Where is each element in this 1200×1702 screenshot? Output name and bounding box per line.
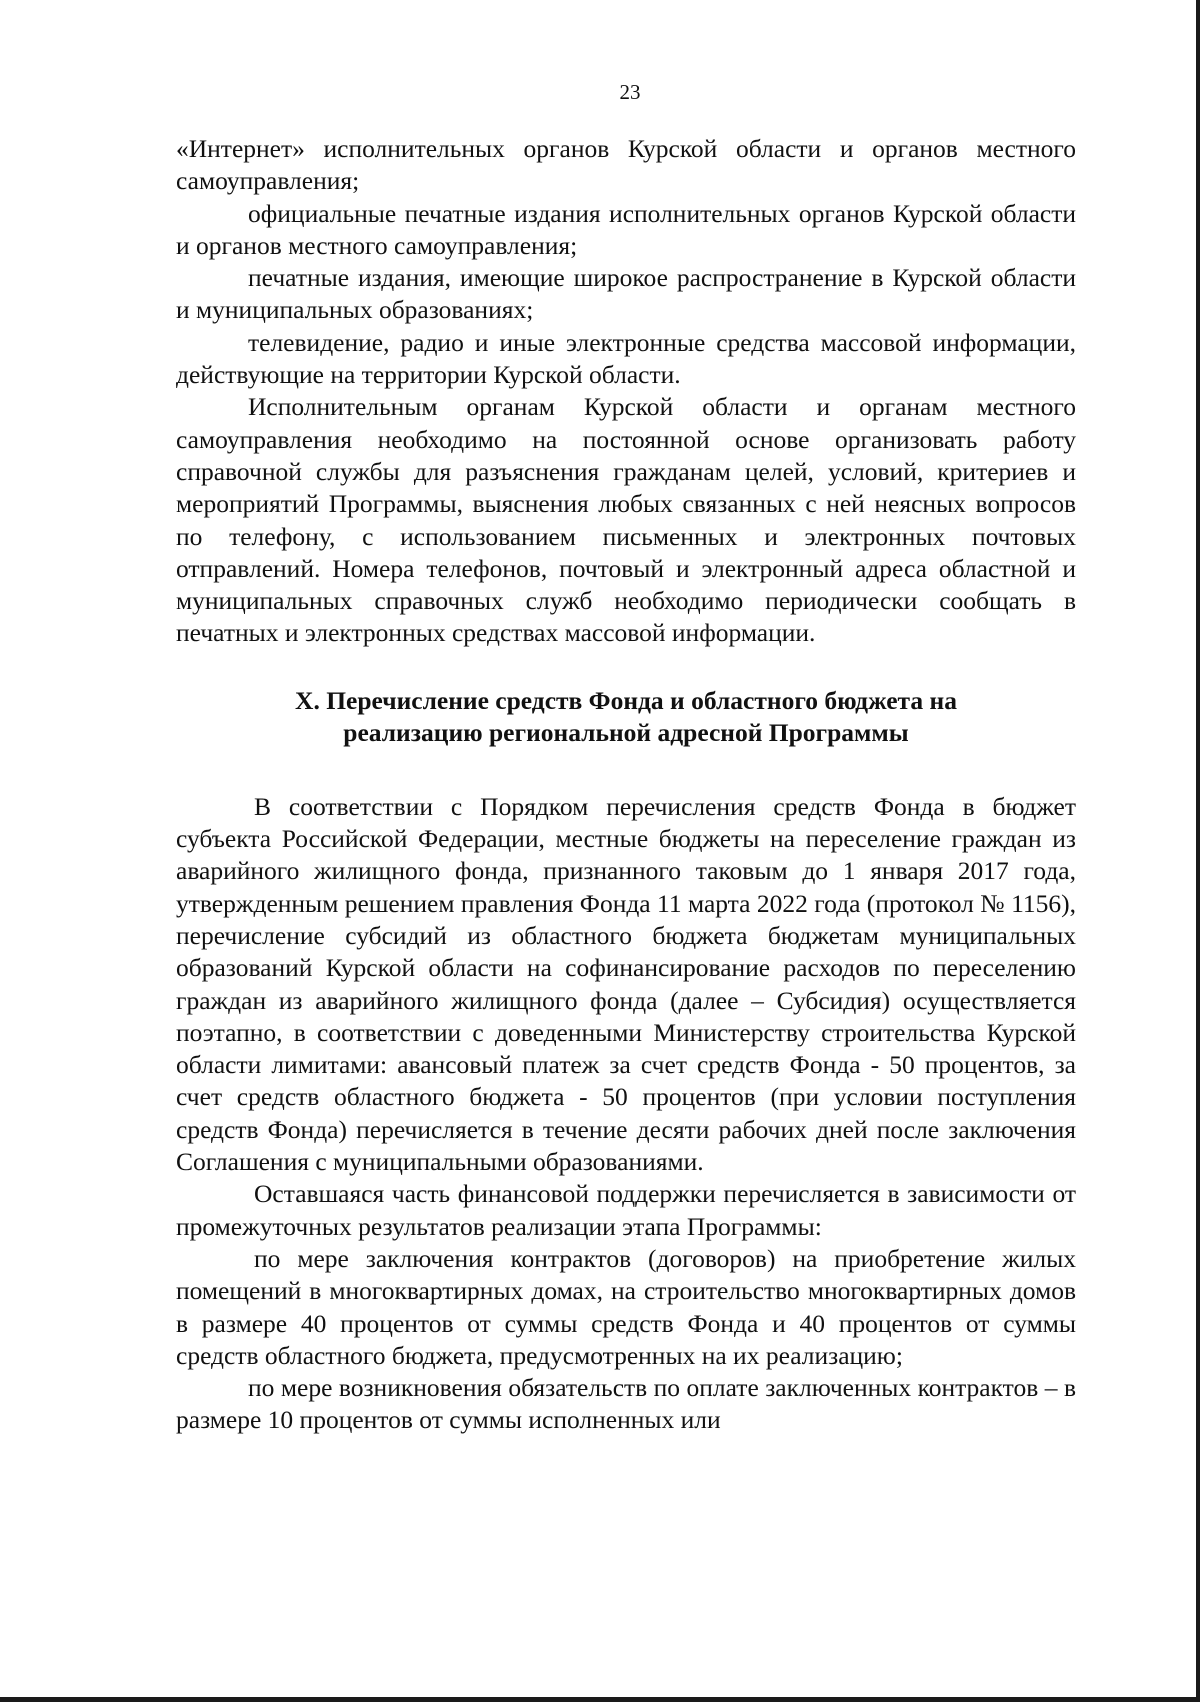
section-heading-line2: реализацию региональной адресной Программы (343, 717, 909, 747)
scan-edge-right (1196, 0, 1200, 1702)
paragraph-obligations: по мере возникновения обязательств по оплате заключенных контрактов – в размере 10 процентов от суммы исполненных или (176, 1373, 1076, 1435)
paragraph-official-publications: официальные печатные издания исполнительных органов Курской области и органов местного самоуправления; (176, 198, 1076, 260)
scan-edge-bottom (0, 1697, 1200, 1702)
page-number: 23 (619, 80, 641, 104)
paragraph-printed-publications: печатные издания, имеющие широкое распространение в Курской области и муниципальных образованиях; (176, 263, 1076, 325)
paragraph-transfer-order: В соответствии с Порядком перечисления средств Фонда в бюджет субъекта Российской Федерации, местные бюджеты на переселение граждан из аварийного жилищного фонда, признанного таковым до 1 января 2017 года, утвержденным решением правления Фонда 11 марта 2022 года (протокол № 1156), перечисление субсидий из областного бюджета бюджетам муниципальных образований Курской области на софинансирование расходов по переселению граждан из аварийного жилищного фонда (далее – Субсидия) осуществляется поэтапно, в соответствии с доведенными Министерству строительства Курской области лимитами: авансовый платеж за счет средств Фонда - 50 процентов, за счет средств областного бюджета - 50 процентов (при условии поступления средств Фонда) перечисляется в течение десяти рабочих дней после заключения Соглашения с муниципальными образованиями. (176, 791, 1076, 1177)
document-body (176, 133, 1076, 1437)
paragraph-help-service: Исполнительным органам Курской области и органам местного самоуправления необходимо на постоянной основе организовать работу справочной службы для разъяснения гражданам целей, условий, критериев и мероприятий Программы, выяснения любых связанных с ней неясных вопросов по телефону, с использованием письменных и электронных почтовых отправлений. Номера телефонов, почтовый и электронный адреса областной и муниципальных справочных служб необходимо периодически сообщать в печатных и электронных средствах массовой информации. (176, 392, 1076, 648)
paragraph-contracts-conclusion: по мере заключения контрактов (договоров) на приобретение жилых помещений в многоквартирных домах, на строительство многоквартирных домов в размере 40 процентов от суммы средств Фонда и 40 процентов от суммы средств областного бюджета, предусмотренных на их реализацию; (176, 1243, 1076, 1370)
section-heading (176, 685, 1076, 749)
paragraph-remaining-support: Оставшаяся часть финансовой поддержки перечисляется в зависимости от промежуточных результатов реализации этапа Программы: (176, 1179, 1076, 1241)
paragraph-television-radio: телевидение, радио и иные электронные средства массовой информации, действующие на территории Курской области. (176, 327, 1076, 390)
paragraph-internet: «Интернет» исполнительных органов Курской области и органов местного самоуправления; (176, 134, 1076, 196)
section-heading-line1: X. Перечисление средств Фонда и областного бюджета на (295, 685, 957, 715)
